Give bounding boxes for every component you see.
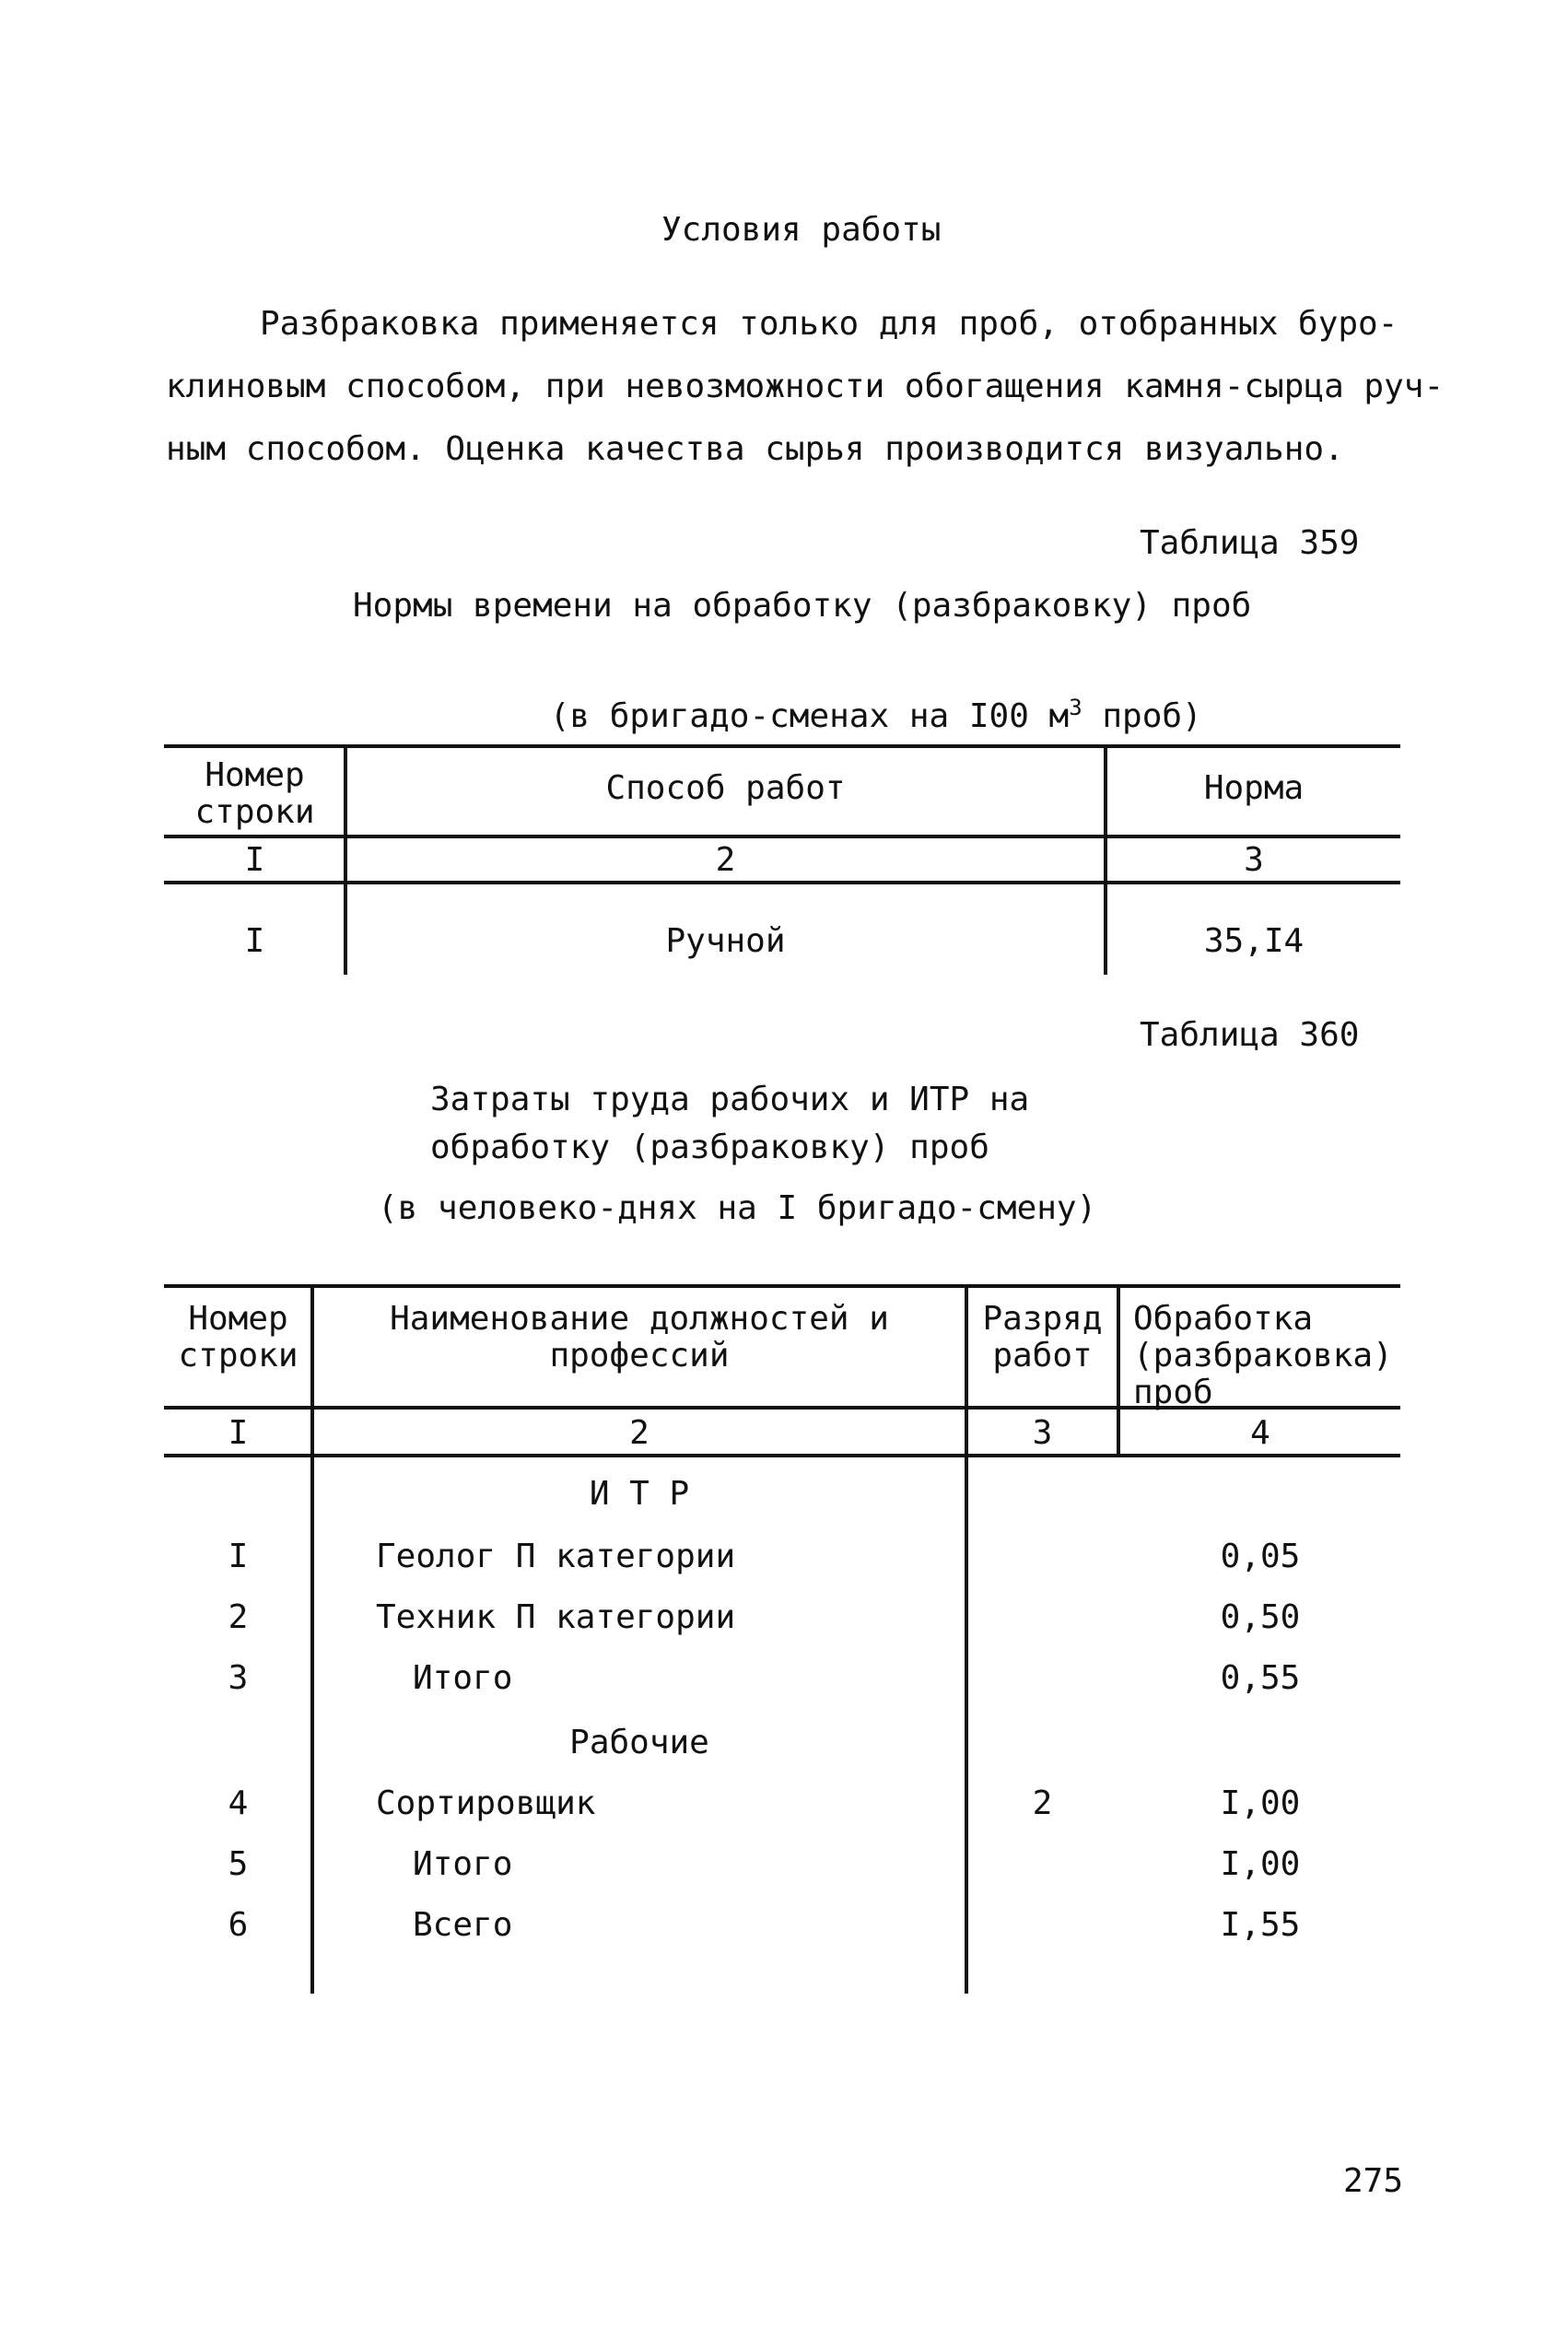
table360-colnum-1: I (228, 1414, 249, 1452)
table360-colnum-rule (164, 1454, 1400, 1457)
table359-row-method: Ручной (665, 922, 786, 960)
table360-header-position: Наименование должностей и профессий (390, 1300, 889, 1375)
table359-top-rule (164, 744, 1400, 748)
table360-row-4-value: I,00 (1220, 1784, 1301, 1822)
table360-divider-2 (965, 1284, 968, 1994)
table360-row-3-value: 0,55 (1220, 1659, 1301, 1697)
table359-title-line-2 (470, 647, 1202, 778)
table360-title-line-2: обработку (разбраковку) проб (430, 1129, 989, 1166)
table360-row-5-number: 5 (228, 1845, 249, 1883)
table360-row-6-number: 6 (228, 1906, 249, 1944)
table359-header-rule (164, 835, 1400, 838)
table360-section-workers: Рабочие (569, 1724, 709, 1761)
table360-row-4-grade: 2 (1032, 1784, 1053, 1822)
table360-label: Таблица 360 (1140, 1016, 1360, 1054)
table360-row-3-name: Итого (413, 1659, 513, 1697)
table359-colnum-2: 2 (715, 841, 736, 879)
table360-row-5-name: Итого (413, 1845, 513, 1883)
table360-colnum-3: 3 (1032, 1414, 1053, 1452)
table360-row-1-value: 0,05 (1220, 1538, 1301, 1575)
table360-row-2-value: 0,50 (1220, 1598, 1301, 1636)
table360-row-2-number: 2 (228, 1598, 249, 1636)
table360-row-3-number: 3 (228, 1659, 249, 1697)
table359-title-line-2-suffix: проб) (1082, 697, 1202, 735)
table360-row-4-number: 4 (228, 1784, 249, 1822)
table359-header-method: Способ работ (605, 769, 846, 807)
table360-header-row-number: Номер строки (178, 1300, 298, 1375)
table360-colnum-4: 4 (1250, 1414, 1270, 1452)
table359-title-line-2-prefix: (в бригадо-сменах на I00 м (549, 697, 1070, 735)
table360-row-2-name: Техник П категории (376, 1598, 736, 1636)
table360-title-line-3: (в человеко-днях на I бригадо-смену) (378, 1189, 1097, 1227)
table359-header-row-number: Номер строки (194, 756, 315, 831)
conditions-heading: Условия работы (661, 211, 942, 249)
table359-header-norm: Норма (1203, 769, 1305, 807)
table360-row-6-name: Всего (413, 1906, 513, 1944)
table359-row-norm: 35,I4 (1203, 922, 1305, 960)
table360-top-rule (164, 1284, 1400, 1288)
table360-row-4-name: Сортировщик (376, 1784, 596, 1822)
table360-row-5-value: I,00 (1220, 1845, 1301, 1883)
table360-title-line-1: Затраты труда рабочих и ИТР на (430, 1081, 1030, 1118)
table359-colnum-rule (164, 881, 1400, 884)
table360-header-processing: Обработка (разбраковка) проб (1133, 1300, 1393, 1411)
table360-row-6-value: I,55 (1220, 1906, 1301, 1944)
table360-row-1-name: Геолог П категории (376, 1538, 736, 1575)
table360-colnum-2: 2 (629, 1414, 649, 1452)
table359-colnum-3: 3 (1244, 841, 1264, 879)
table360-header-grade: Разряд работ (982, 1300, 1103, 1375)
conditions-paragraph-line-3: ным способом. Оценка качества сырья производится визуально. (166, 430, 1344, 468)
table360-divider-1 (310, 1284, 314, 1994)
table359-colnum-1: I (244, 841, 265, 879)
conditions-paragraph-line-1: Разбраковка применяется только для проб, отобранных буро- (260, 305, 1398, 343)
cubic-superscript: 3 (1069, 695, 1082, 720)
table360-section-itr: И Т Р (589, 1475, 690, 1513)
table359-title-line-1: Нормы времени на обработку (разбраковку) проб (353, 587, 1252, 625)
table359-label: Таблица 359 (1140, 524, 1360, 562)
table360-row-1-number: I (228, 1538, 249, 1575)
table359-row-number: I (244, 922, 265, 960)
conditions-paragraph-line-2: клиновым способом, при невозможности обогащения камня-сырца руч- (166, 368, 1445, 405)
page-number: 275 (1343, 2162, 1404, 2200)
